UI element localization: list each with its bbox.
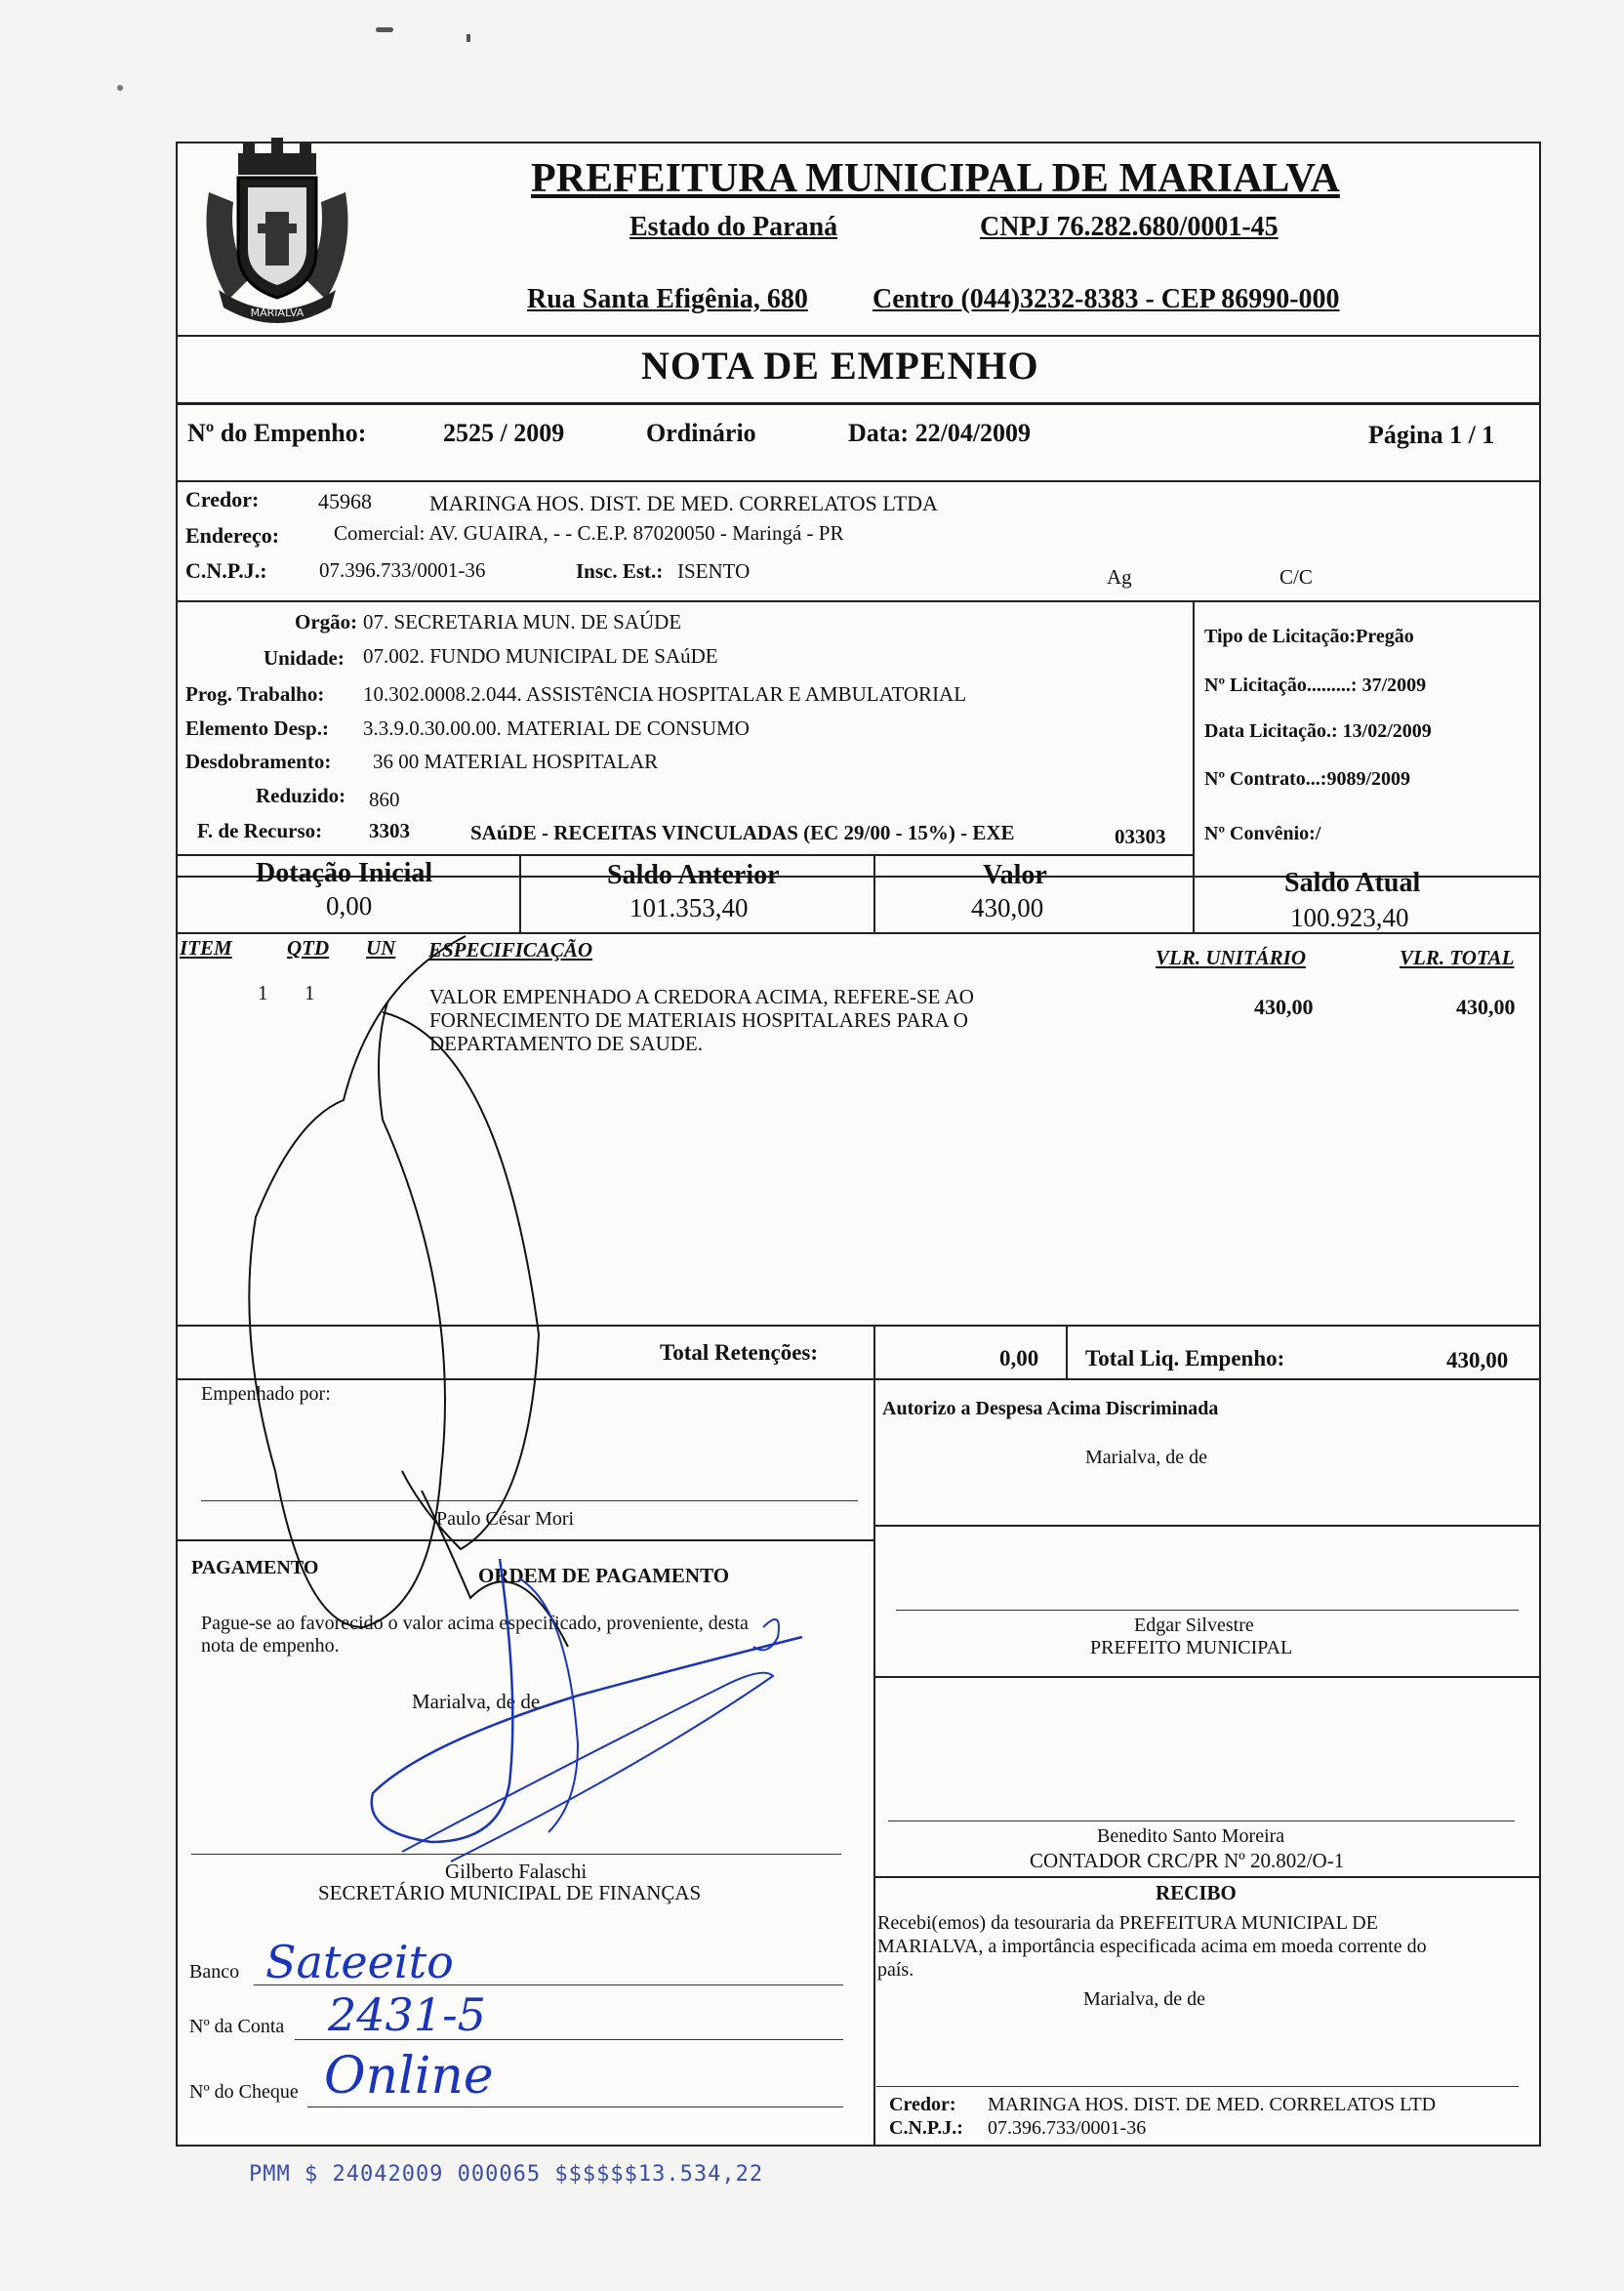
- signature-line: [201, 1500, 858, 1501]
- secretario-cargo: SECRETÁRIO MUNICIPAL DE FINANÇAS: [318, 1881, 702, 1904]
- desdobramento: 36 00 MATERIAL HOSPITALAR: [373, 750, 659, 773]
- conta-label: Nº da Conta: [189, 2016, 285, 2037]
- pagamento-local-data: Marialva, de de: [412, 1690, 541, 1713]
- signature-line: [876, 2086, 1519, 2087]
- divider: [178, 335, 1539, 337]
- recibo-cnpj: 07.396.733/0001-36: [988, 2117, 1147, 2139]
- numero-empenho-label: Nº do Empenho:: [187, 419, 367, 447]
- pagamento-texto-2: nota de empenho.: [201, 1635, 340, 1657]
- divider: [873, 1525, 1539, 1527]
- numero-licitacao: Nº Licitação.........: 37/2009: [1204, 675, 1427, 696]
- unidade-label: Unidade:: [264, 646, 345, 670]
- reduzido-label: Reduzido:: [256, 784, 346, 807]
- svg-text:MARIALVA: MARIALVA: [250, 307, 304, 319]
- col-un: UN: [366, 936, 396, 960]
- recibo-texto-1: Recebi(emos) da tesouraria da PREFEITURA MUNICIPAL DE: [877, 1912, 1378, 1934]
- prog-trabalho: 10.302.0008.2.044. ASSISTêNCIA HOSPITALAR E AMBULATORIAL: [363, 682, 967, 706]
- prefeito-nome: Edgar Silvestre: [1134, 1615, 1254, 1636]
- item-descricao-1: VALOR EMPENHADO A CREDORA ACIMA, REFERE-SE AO: [429, 985, 974, 1008]
- divider: [1193, 876, 1195, 932]
- insc-estadual: ISENTO: [677, 559, 751, 583]
- insc-label: Insc. Est.:: [576, 559, 664, 583]
- credor-label: Credor:: [185, 487, 260, 511]
- col-valor-unitario: VLR. UNITÁRIO: [1156, 946, 1307, 969]
- item-number: 1: [258, 981, 268, 1004]
- tipo-licitacao: Tipo de Licitação:Pregão: [1204, 626, 1414, 647]
- saldo-atual: 100.923,40: [1290, 903, 1409, 932]
- scan-speck: [467, 34, 470, 42]
- recibo-cnpj-label: C.N.P.J.:: [889, 2117, 963, 2139]
- fonte-recurso-numero: 03303: [1115, 825, 1166, 848]
- banco-handwritten: Sateeito: [265, 1936, 454, 1988]
- col-especificacao: ESPECIFICAÇÃO: [428, 938, 593, 961]
- autorizo-despesa: Autorizo a Despesa Acima Discriminada: [882, 1398, 1219, 1419]
- numero-contrato: Nº Contrato...:9089/2009: [1204, 768, 1411, 790]
- total-retencoes-label: Total Retenções:: [660, 1340, 819, 1365]
- signature-line: [191, 1854, 841, 1855]
- pagina: Página 1 / 1: [1368, 421, 1495, 449]
- saldo-anterior: 101.353,40: [629, 893, 749, 922]
- cnpj-prefeitura: CNPJ 76.282.680/0001-45: [980, 212, 1279, 242]
- empenhado-por-label: Empenhado por:: [201, 1383, 331, 1405]
- recibo-credor-label: Credor:: [889, 2094, 956, 2115]
- banco-label: Banco: [189, 1961, 240, 1983]
- desdobramento-label: Desdobramento:: [185, 750, 332, 773]
- divider: [1193, 600, 1195, 876]
- divider: [873, 854, 875, 932]
- divider: [178, 1539, 873, 1541]
- orgao-label: Orgão:: [295, 610, 358, 634]
- empenhado-nome: Paulo César Mori: [436, 1508, 575, 1530]
- recibo-title: RECIBO: [1156, 1881, 1237, 1904]
- fonte-recurso-descricao: SAúDE - RECEITAS VINCULADAS (EC 29/00 - 15%) - EXE: [470, 821, 1015, 844]
- elemento-despesa-label: Elemento Desp.:: [185, 716, 329, 740]
- conta-handwritten: 2431-5: [328, 1988, 486, 2041]
- recibo-credor: MARINGA HOS. DIST. DE MED. CORRELATOS LTD: [988, 2094, 1437, 2115]
- endereco-label: Endereço:: [185, 523, 280, 548]
- pagamento-texto-1: Pague-se ao favorecido o valor acima especificado, proveniente, desta: [201, 1613, 749, 1634]
- credor-codigo: 45968: [318, 489, 372, 513]
- prog-trabalho-label: Prog. Trabalho:: [185, 682, 325, 706]
- credor-nome: MARINGA HOS. DIST. DE MED. CORRELATOS LTDA: [429, 491, 938, 515]
- contador-cargo: CONTADOR CRC/PR Nº 20.802/O-1: [1030, 1849, 1345, 1872]
- nota-empenho-form: [176, 142, 1541, 2147]
- elemento-despesa: 3.3.9.0.30.00.00. MATERIAL DE CONSUMO: [363, 716, 750, 740]
- divider: [519, 854, 521, 932]
- total-retencoes: 0,00: [999, 1346, 1039, 1371]
- divider: [178, 932, 1539, 934]
- item-descricao-3: DEPARTAMENTO DE SAUDE.: [429, 1032, 703, 1055]
- reduzido: 860: [369, 788, 400, 811]
- cheque-label: Nº do Cheque: [189, 2081, 299, 2103]
- divider: [873, 1378, 875, 2145]
- divider: [178, 600, 1539, 602]
- valor-label: Valor: [983, 860, 1047, 890]
- total-liquido: 430,00: [1446, 1348, 1509, 1372]
- ordem-pagamento-title: ORDEM DE PAGAMENTO: [478, 1564, 730, 1587]
- divider: [178, 480, 1539, 482]
- data-empenho: Data: 22/04/2009: [848, 419, 1032, 447]
- data-licitacao: Data Licitação.: 13/02/2009: [1204, 720, 1432, 742]
- endereco-rua: Rua Santa Efigênia, 680: [527, 284, 808, 314]
- saldo-atual-label: Saldo Atual: [1284, 868, 1421, 898]
- dotacao-inicial-label: Dotação Inicial: [256, 858, 433, 888]
- recibo-texto-2: MARIALVA, a importância especificada acima em moeda corrente do: [877, 1936, 1427, 1957]
- divider: [178, 854, 1193, 856]
- orgao: 07. SECRETARIA MUN. DE SAÚDE: [363, 610, 682, 634]
- credor-endereco: Comercial: AV. GUAIRA, - - C.E.P. 87020050 - Maringá - PR: [334, 521, 844, 545]
- divider: [873, 1876, 1539, 1878]
- numero-convenio: Nº Convênio:/: [1204, 823, 1321, 844]
- cheque-handwritten: Online: [324, 2047, 494, 2106]
- endereco-resto: Centro (044)3232-8383 - CEP 86990-000: [873, 284, 1340, 314]
- divider: [178, 1378, 1539, 1380]
- total-liquido-label: Total Liq. Empenho:: [1085, 1346, 1285, 1371]
- scan-speck: [117, 85, 123, 91]
- divider: [178, 1325, 1539, 1327]
- conta-corrente-label: C/C: [1279, 565, 1313, 589]
- divider: [178, 402, 1539, 405]
- recibo-texto-3: país.: [877, 1959, 914, 1981]
- autorizo-local-data: Marialva, de de: [1085, 1447, 1207, 1468]
- item-valor-total: 430,00: [1456, 995, 1516, 1019]
- signature-line: [896, 1610, 1519, 1611]
- secretario-nome: Gilberto Falaschi: [445, 1860, 588, 1883]
- numero-empenho: 2525 / 2009: [443, 419, 565, 447]
- saldo-anterior-label: Saldo Anterior: [607, 860, 780, 890]
- prefeitura-title: PREFEITURA MUNICIPAL DE MARIALVA: [531, 156, 1340, 201]
- scan-speck: [376, 27, 393, 32]
- divider: [873, 1325, 875, 1378]
- col-valor-total: VLR. TOTAL: [1400, 946, 1515, 969]
- scan-stamp: PMM $ 24042009 000065 $$$$$$13.534,22: [249, 2162, 764, 2187]
- col-item: ITEM: [180, 936, 232, 960]
- signature-secretario: [256, 1549, 861, 1891]
- prefeito-cargo: PREFEITO MUNICIPAL: [1090, 1637, 1293, 1658]
- col-qtd: QTD: [287, 936, 330, 960]
- agencia-label: Ag: [1107, 565, 1132, 589]
- item-valor-unitario: 430,00: [1254, 995, 1314, 1019]
- item-descricao-2: FORNECIMENTO DE MATERIAIS HOSPITALARES PARA O: [429, 1008, 968, 1032]
- credor-cnpj: 07.396.733/0001-36: [319, 558, 486, 582]
- dotacao-inicial: 0,00: [326, 891, 373, 920]
- contador-nome: Benedito Santo Moreira: [1097, 1825, 1285, 1847]
- valor: 430,00: [971, 893, 1044, 922]
- estado-label: Estado do Paraná: [629, 212, 838, 242]
- unidade: 07.002. FUNDO MUNICIPAL DE SAúDE: [363, 644, 718, 668]
- fonte-recurso-label: F. de Recurso:: [197, 819, 323, 842]
- tipo-empenho: Ordinário: [646, 419, 756, 447]
- doc-title: NOTA DE EMPENHO: [641, 344, 1039, 388]
- municipal-seal: [189, 134, 365, 329]
- recibo-local-data: Marialva, de de: [1083, 1988, 1205, 2010]
- divider: [1066, 1325, 1068, 1378]
- item-qtd: 1: [304, 981, 315, 1004]
- fonte-recurso-codigo: 3303: [369, 819, 410, 842]
- pagamento-title: PAGAMENTO: [191, 1557, 319, 1578]
- divider: [873, 1676, 1539, 1678]
- cnpj-label: C.N.P.J.:: [185, 558, 267, 583]
